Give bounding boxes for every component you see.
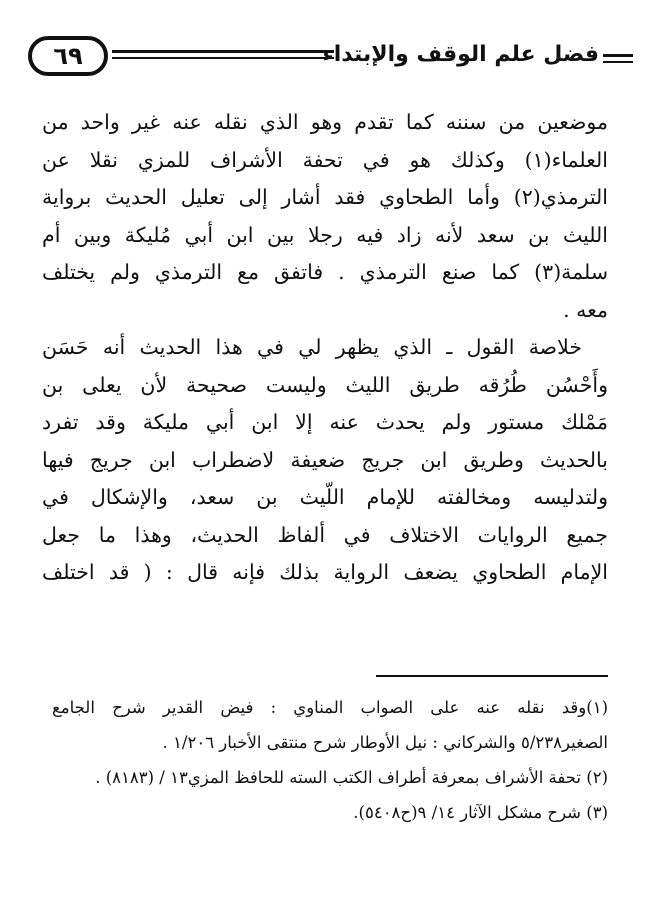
header-rule xyxy=(112,57,334,59)
footnote-separator xyxy=(376,675,608,677)
footnote-line: (١)وقد نقله عنه على الصواب المناوي : فيض القدير شرح الجامع xyxy=(52,698,608,717)
text-line: خلاصة القول ـ الذي يظهر لي في هذا الحديث أنه حَسَن xyxy=(42,335,582,359)
text-line: موضعين من سننه كما تقدم وهو الذي نقله عنه غير واحد من xyxy=(42,110,608,134)
text-line: الليث بن سعد لأنه زاد فيه رجلا بين ابن أبي مُليكة وبين أم xyxy=(42,222,608,247)
text-line: جميع الروايات الاختلاف في ألفاظ الحديث، وهذا ما جعل xyxy=(42,522,608,547)
footnote-line: (٣) شرح مشكل الآثار ١٤/ ٩(ح٥٤٠٨). xyxy=(353,803,608,822)
page-number: ٦٩ xyxy=(28,36,108,76)
header-rule xyxy=(112,50,334,53)
text-line: مَمْلك مستور ولم يحدث عنه إلا ابن أبي مليكة وقد تفرد xyxy=(42,410,608,434)
text-line: سلمة(٣) كما صنع الترمذي . فاتفق مع الترمذي ولم يختلف xyxy=(42,260,608,284)
text-line: معه . xyxy=(563,297,608,322)
header-rule xyxy=(603,54,633,57)
footnote-line: الصغير٥/٢٣٨ والشركاني : نيل الأوطار شرح منتقى الأخبار ١/٢٠٦ . xyxy=(162,733,608,752)
page-header xyxy=(28,34,633,80)
text-line: ولتدليسه ومخالفته للإمام اللّيث بن سعد، والإشكال في xyxy=(42,485,608,509)
footnotes xyxy=(52,690,608,830)
text-line: الترمذي(٢) وأما الطحاوي فقد أشار إلى تعليل الحديث برواية xyxy=(42,185,608,209)
text-line: الإمام الطحاوي يضعف الرواية بذلك فإنه قال : ( قد اختلف xyxy=(42,560,608,584)
footnote-line: (٢) تحفة الأشراف بمعرفة أطراف الكتب السته للحافظ المزي١٣ / (٨١٨٣) . xyxy=(95,768,608,787)
text-line: العلماء(١) وكذلك هو في تحفة الأشراف للمزي نقلا عن xyxy=(42,147,608,172)
text-line: بالحديث وطريق ابن جريج ضعيفة لاضطراب ابن جريج فيها xyxy=(42,447,608,472)
header-rule xyxy=(603,61,633,63)
text-line: وأَحْسُن طُرُقه طريق الليث وليست صحيحة لأن يعلى بن xyxy=(42,372,608,397)
main-text xyxy=(42,104,608,592)
running-title: فضل علم الوقف والإبتداء xyxy=(322,42,599,67)
